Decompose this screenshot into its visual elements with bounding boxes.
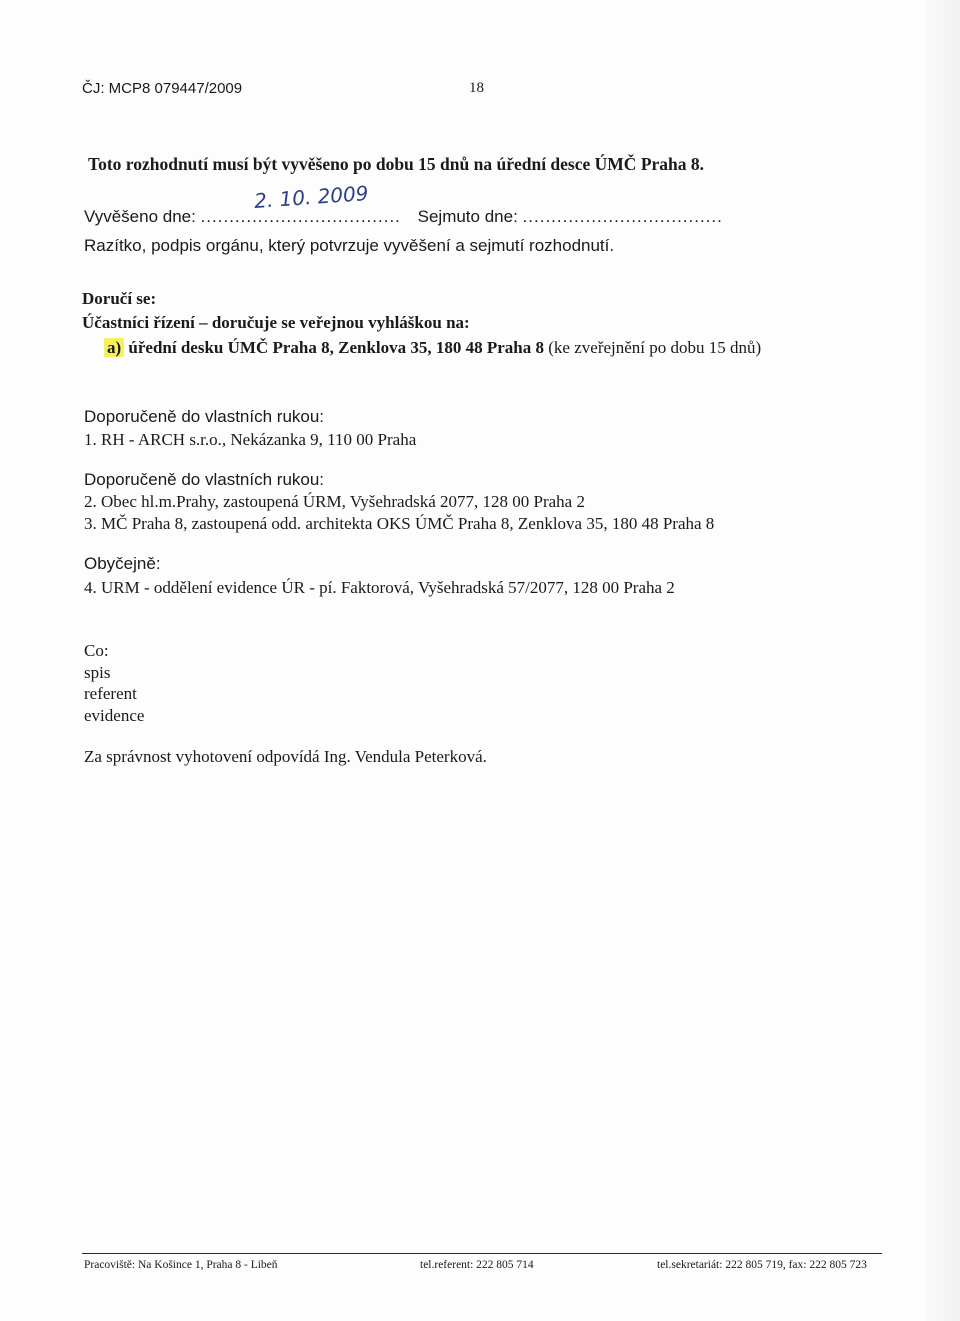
reference-number: ČJ: MCP8 079447/2009 <box>82 80 243 97</box>
registered-mail-label-2: Doporučeně do vlastních rukou: <box>84 470 325 489</box>
item-a-note: (ke zveřejnění po dobu 15 dnů) <box>548 338 762 357</box>
recipient-1: 1. RH - ARCH s.r.o., Nekázanka 9, 110 00 Praha <box>84 430 417 449</box>
footer-referent-phone: tel.referent: 222 805 714 <box>420 1259 534 1271</box>
copies-list <box>84 640 144 726</box>
item-a-address: úřední desku ÚMČ Praha 8, Zenklova 35, 180 48 Praha 8 <box>128 338 545 357</box>
participants-heading: Účastníci řízení – doručuje se veřejnou vyhláškou na: <box>82 313 470 332</box>
recipient-2: 2. Obec hl.m.Prahy, zastoupená ÚRM, Vyšehradská 2077, 128 00 Praha 2 <box>84 492 585 511</box>
delivery-item-a <box>104 338 761 358</box>
posting-notice: Toto rozhodnutí musí být vyvěšeno po dobu 15 dnů na úřední desce ÚMČ Praha 8. <box>88 154 705 174</box>
copies-label: Co: <box>84 641 109 660</box>
scan-edge <box>926 0 960 1321</box>
page-number: 18 <box>469 80 484 96</box>
footer-secretariat: tel.sekretariát: 222 805 719, fax: 222 805 723 <box>657 1259 867 1271</box>
posting-dates-line <box>84 181 723 227</box>
handwritten-posted-date: 2. 10. 2009 <box>253 181 370 213</box>
delivery-title: Doručí se: <box>82 289 157 308</box>
ordinary-mail-label: Obyčejně: <box>84 554 161 573</box>
footer-workplace: Pracoviště: Na Košince 1, Praha 8 - Libeň <box>84 1259 278 1271</box>
recipient-4: 4. URM - oddělení evidence ÚR - pí. Faktorová, Vyšehradská 57/2077, 128 00 Praha 2 <box>84 578 675 597</box>
stamp-instruction: Razítko, podpis orgánu, který potvrzuje vyvěšení a sejmutí rozhodnutí. <box>84 236 615 255</box>
copy-item: referent <box>84 684 137 703</box>
registered-mail-label-1: Doporučeně do vlastních rukou: <box>84 407 325 426</box>
item-a-marker: a) <box>104 338 124 357</box>
removed-dots: ................................... <box>522 207 723 226</box>
posted-dots: ................................... <box>200 207 401 226</box>
responsible-person: Za správnost vyhotovení odpovídá Ing. Vendula Peterková. <box>84 747 487 766</box>
copy-item: spis <box>84 662 111 682</box>
recipient-3: 3. MČ Praha 8, zastoupená odd. architekta OKS ÚMČ Praha 8, Zenklova 35, 180 48 Praha 8 <box>84 514 715 533</box>
copy-item: evidence <box>84 705 145 725</box>
posted-label: Vyvěšeno dne: <box>84 207 196 226</box>
footer-divider <box>82 1253 882 1254</box>
removed-label: Sejmuto dne: <box>417 207 518 226</box>
